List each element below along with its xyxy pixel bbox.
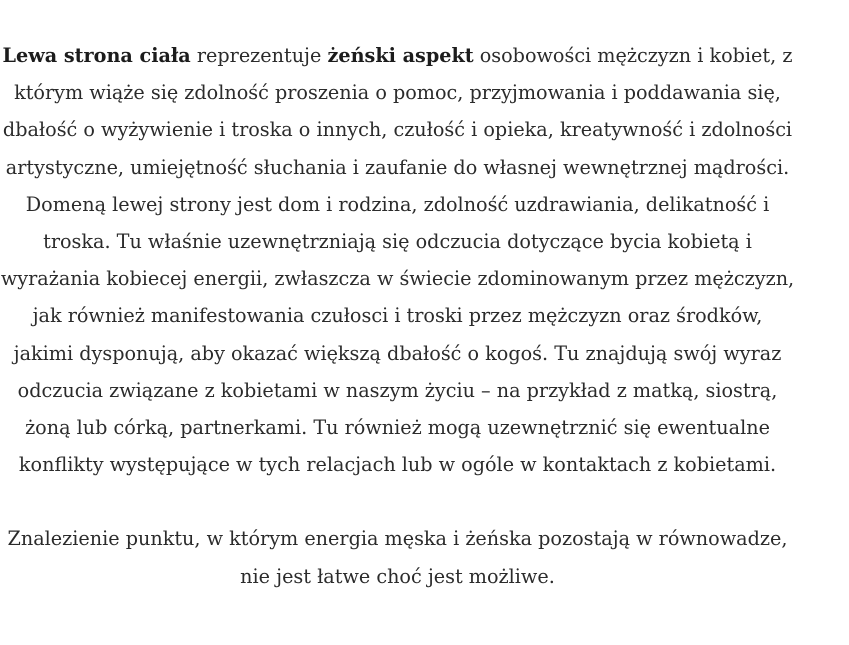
article-body	[0, 37, 795, 595]
paragraph-left-side	[0, 37, 795, 483]
bold-term-left-side: Lewa strona ciała	[2, 44, 191, 67]
text-segment: reprezentuje	[190, 44, 328, 67]
text-segment: osobowości mężczyzn i kobiet, z którym wiąże się zdolność proszenia o pomoc, przyjmowania i poddawania się, dbałość o wyżywienie i troska o innych, czułość i opieka, kreatywność i zdolności artystyczne, umiejętność słuchania i zaufanie do własnej wewnętrznej mądrości. Domeną lewej strony jest dom i rodzina, zdolność uzdrawiania, delikatność i troska. Tu właśnie uzewnętrzniają się odczucia dotyczące bycia kobietą i wyrażania kobiecej energii, zwłaszcza w świecie zdominowanym przez mężczyzn, jak również manifestowania czułosci i troski przez mężczyzn oraz środków, jakimi dysponują, aby okazać większą dbałość o kogoś. Tu znajdują swój wyraz odczucia związane z kobietami w naszym życiu – na przykład z matką, siostrą, żoną lub córką, partnerkami. Tu również mogą uzewnętrznić się ewentualne konflikty występujące w tych relacjach lub w ogóle w kontaktach z kobietami.	[0, 44, 795, 477]
paragraph-balance: Znalezienie punktu, w którym energia męska i żeńska pozostają w równowadze, nie jest łatwe choć jest możliwe.	[7, 527, 788, 588]
bold-term-feminine-aspect: żeński aspekt	[327, 44, 474, 67]
